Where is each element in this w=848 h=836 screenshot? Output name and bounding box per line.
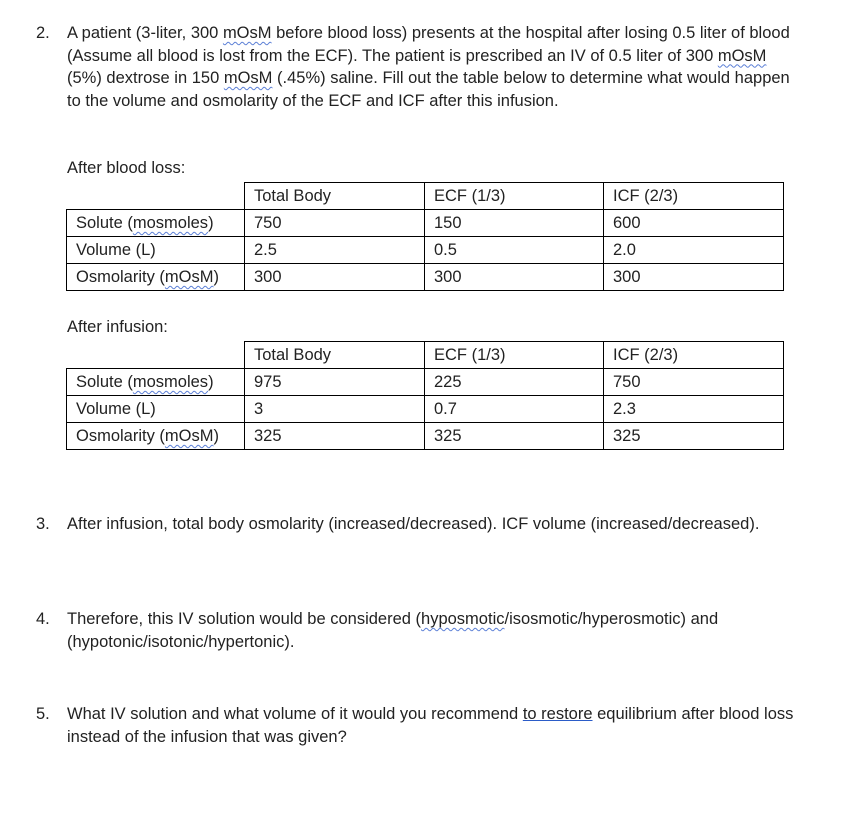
table-row (67, 237, 784, 264)
question-text (67, 608, 797, 653)
table-cell: 2.5 (245, 237, 425, 264)
spellcheck-word: mOsM (717, 46, 767, 65)
row-label (67, 210, 245, 237)
question-number: 5. (36, 705, 50, 723)
text-segment: (5%) dextrose in 150 (67, 69, 224, 88)
table-cell: 0.7 (425, 396, 604, 423)
table-cell: 0.5 (425, 237, 604, 264)
table-row (67, 423, 784, 450)
text-segment: Solute ( (76, 214, 133, 232)
column-header: Total Body (245, 342, 425, 369)
table-cell: 300 (425, 264, 604, 291)
question-number: 2. (36, 24, 50, 42)
table-cell: 2.3 (604, 396, 784, 423)
text-segment: Osmolarity ( (76, 268, 165, 286)
question-text (67, 703, 797, 748)
column-header: ICF (2/3) (604, 183, 784, 210)
table-cell: 300 (245, 264, 425, 291)
underlined-phrase: to restore (522, 705, 593, 723)
spellcheck-word: mOsM (164, 268, 214, 286)
spellcheck-word: mosmoles (132, 214, 209, 232)
table-cell: 325 (245, 423, 425, 450)
table-cell: 600 (604, 210, 784, 237)
row-label (67, 396, 245, 423)
after-blood-loss-table (66, 182, 784, 291)
question-number: 3. (36, 515, 50, 533)
table-row (67, 369, 784, 396)
column-header: ECF (1/3) (425, 342, 604, 369)
text-segment: (.45%) saline. Fill out the table below to determine what would happen to the volume and osmolarity of the ECF and ICF after this infusion. (67, 69, 790, 110)
row-label (67, 264, 245, 291)
column-header: Total Body (245, 183, 425, 210)
table-row (67, 210, 784, 237)
text-segment: ) (208, 214, 214, 232)
column-header (67, 342, 245, 369)
question-number: 4. (36, 610, 50, 628)
table-row (67, 396, 784, 423)
table-cell: 750 (604, 369, 784, 396)
spellcheck-word: mOsM (222, 24, 272, 42)
row-label (67, 237, 245, 264)
spellcheck-word: mosmoles (132, 373, 209, 391)
row-label (67, 423, 245, 450)
spellcheck-word: hyposmotic (421, 610, 505, 628)
text-segment: before blood loss) presents at the hospital after losing 0.5 liter of blood (Assume all blood is lost from the ECF). The patient is prescribed an IV of 0.5 liter of 300 (67, 24, 790, 65)
text-segment: A patient (3-liter, 300 (67, 24, 223, 42)
table-cell: 225 (425, 369, 604, 396)
row-label (67, 369, 245, 396)
text-segment: Volume (L) (76, 241, 156, 259)
column-header: ECF (1/3) (425, 183, 604, 210)
table-header-row (67, 183, 784, 210)
after-infusion-label: After infusion: (67, 318, 168, 336)
table-row (67, 264, 784, 291)
after-infusion-table (66, 341, 784, 450)
text-segment: Therefore, this IV solution would be considered ( (67, 610, 422, 628)
question-text: After infusion, total body osmolarity (increased/decreased). ICF volume (increased/decreased). (67, 515, 760, 533)
text-segment: /isosmotic/hyperosmotic) and (hypotonic/isotonic/hypertonic). (67, 610, 719, 651)
column-header: ICF (2/3) (604, 342, 784, 369)
text-segment: ) (213, 268, 219, 286)
spellcheck-word: mOsM (164, 427, 214, 445)
text-segment: Volume (L) (76, 400, 156, 418)
text-segment: What IV solution and what volume of it would you recommend (67, 705, 523, 723)
text-segment: ) (213, 427, 219, 445)
table-header-row (67, 342, 784, 369)
table-cell: 3 (245, 396, 425, 423)
text-segment: ) (208, 373, 214, 391)
table-cell: 975 (245, 369, 425, 396)
after-blood-loss-label: After blood loss: (67, 159, 186, 177)
table-cell: 2.0 (604, 237, 784, 264)
question-text (67, 22, 797, 112)
text-segment: Solute ( (76, 373, 133, 391)
table-cell: 300 (604, 264, 784, 291)
column-header (67, 183, 245, 210)
text-segment: Osmolarity ( (76, 427, 165, 445)
text-segment: equilibrium after blood loss instead of the infusion that was given? (67, 705, 794, 746)
table-cell: 750 (245, 210, 425, 237)
spellcheck-word: mOsM (223, 69, 273, 88)
table-cell: 325 (425, 423, 604, 450)
table-cell: 150 (425, 210, 604, 237)
table-cell: 325 (604, 423, 784, 450)
